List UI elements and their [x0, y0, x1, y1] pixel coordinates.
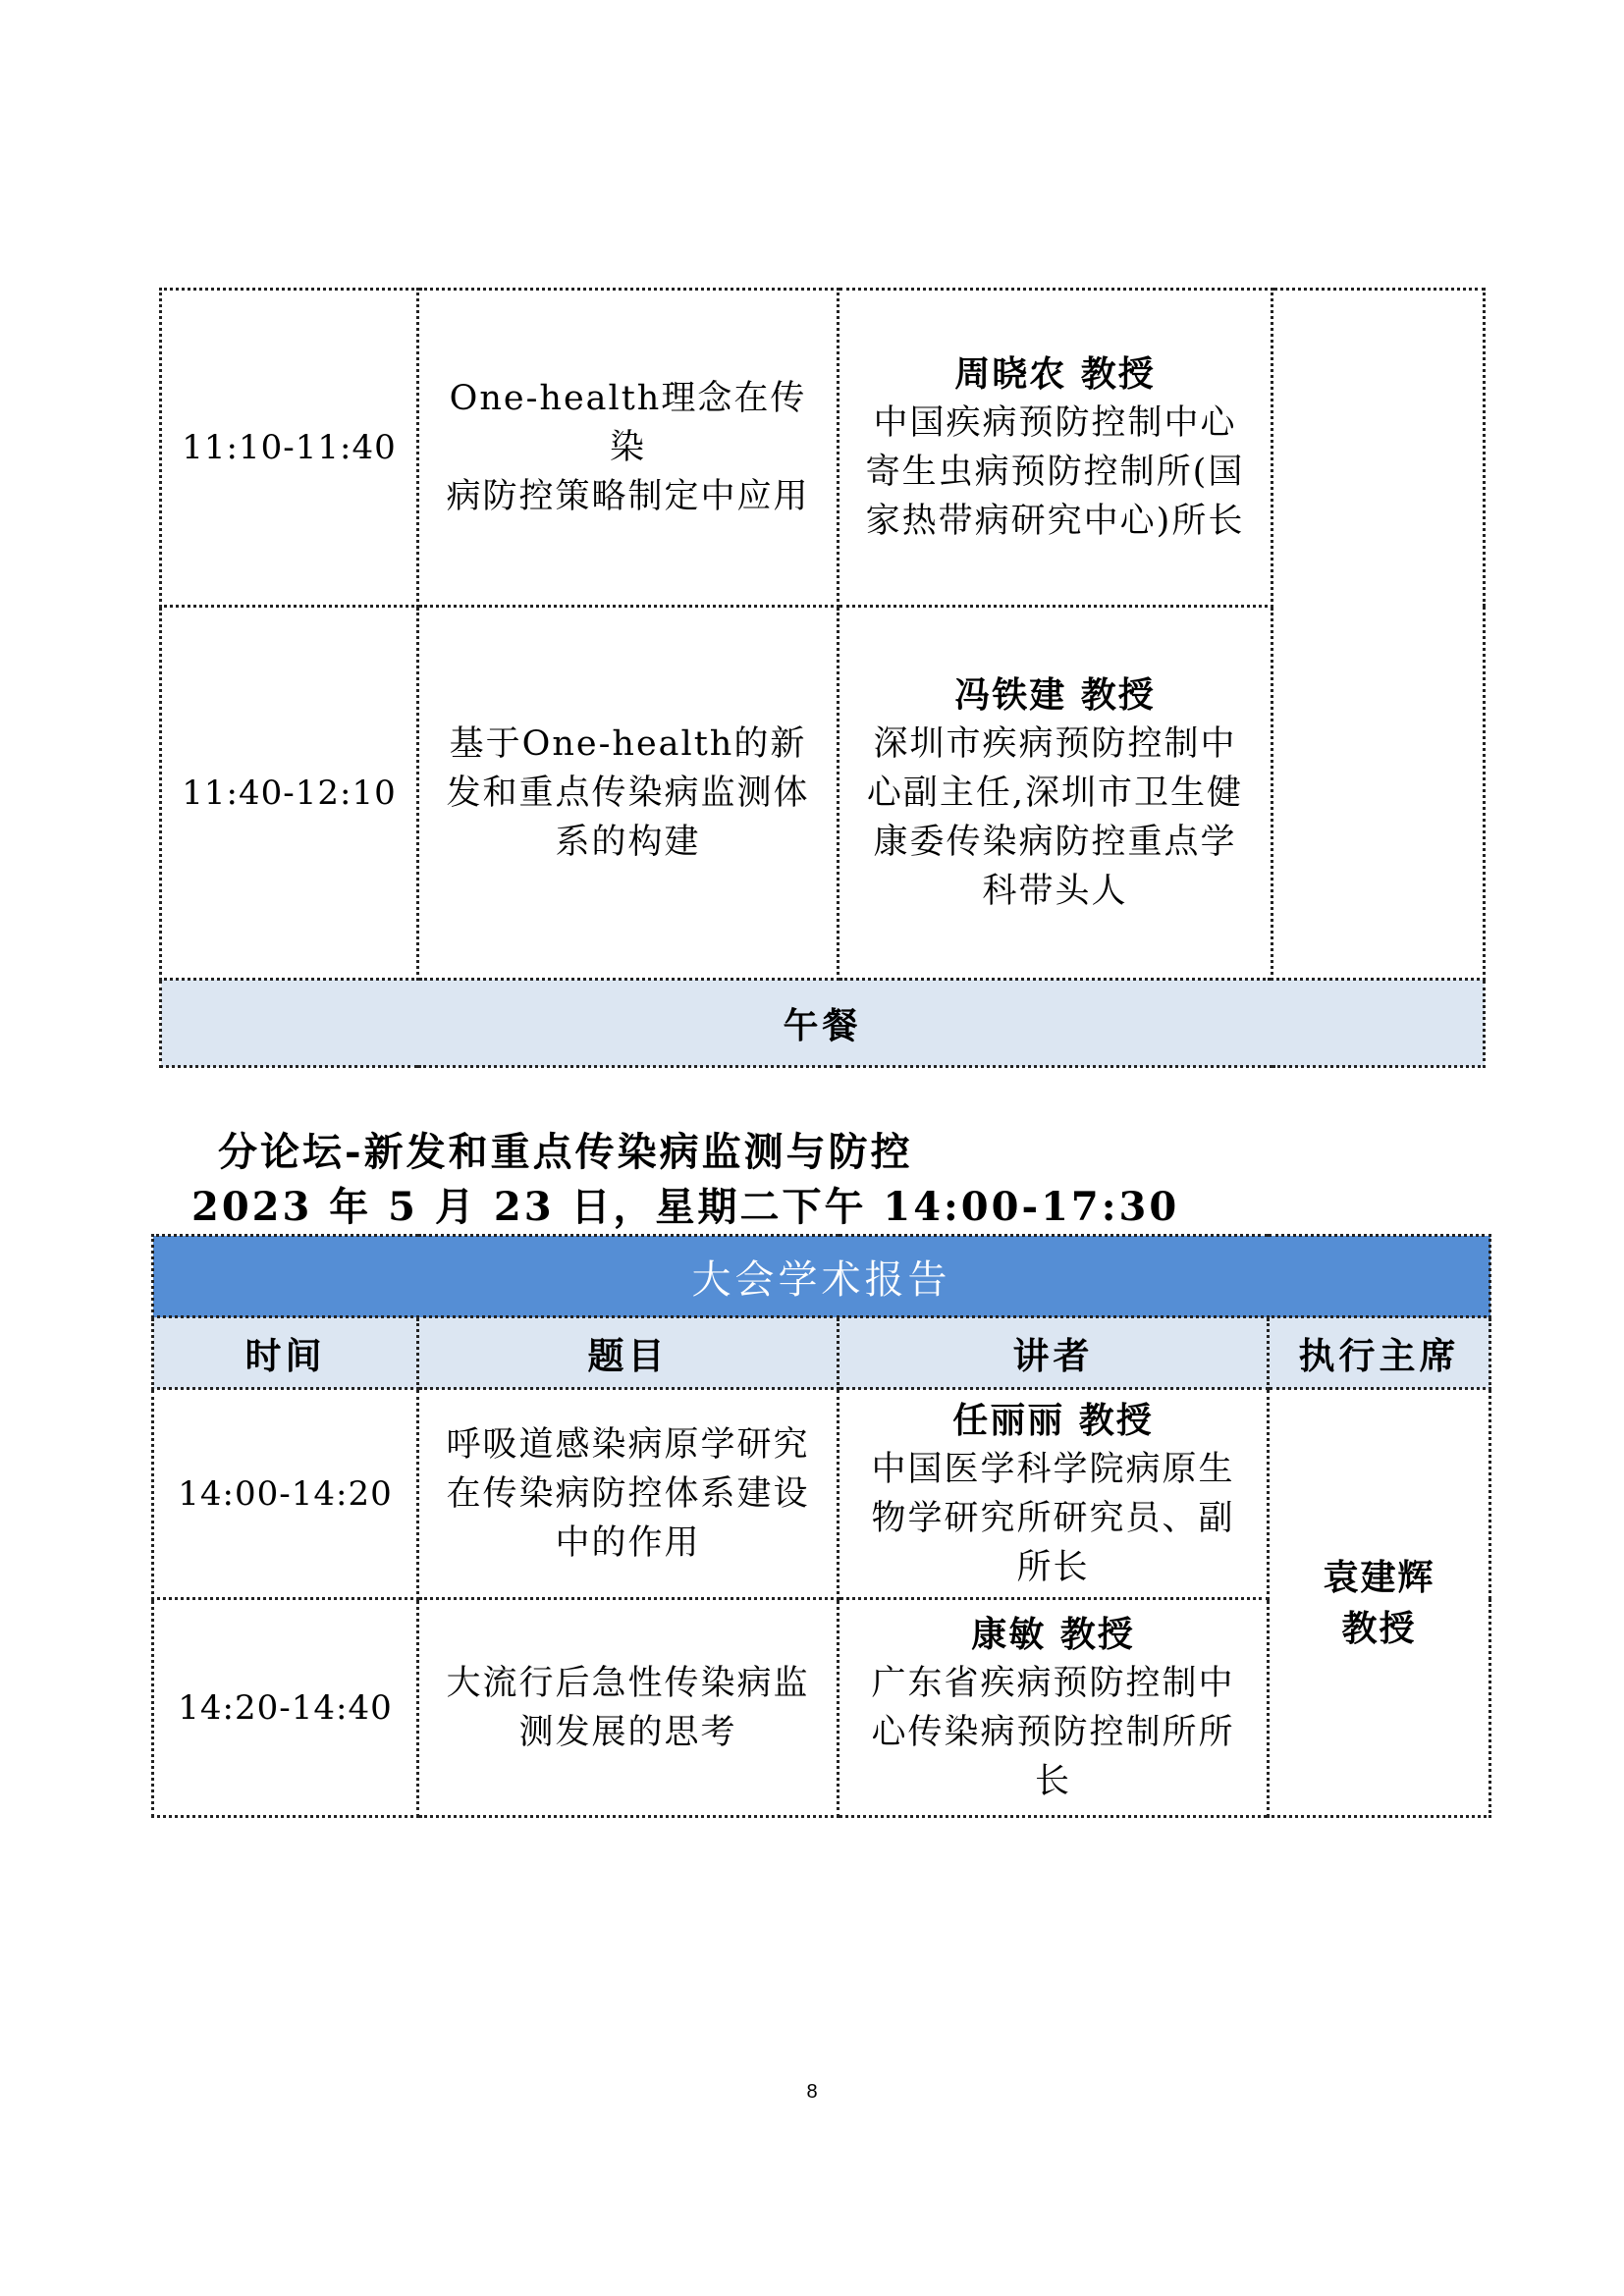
speaker-title-line: 中国医学科学院病原生: [871, 1449, 1235, 1489]
topic-line: 大流行后急性传染病监: [446, 1663, 810, 1703]
chair-name: 袁建辉: [1323, 1556, 1435, 1598]
time-cell: 11:10-11:40: [161, 290, 418, 607]
forum-date: 2023 年 5 月 23 日，星期二下午 14:00-17:30: [191, 1184, 1180, 1230]
topic-cell: [418, 1599, 839, 1817]
lunch-label: 午餐: [161, 980, 1485, 1067]
speaker-title-line: 中国疾病预防控制中心: [873, 403, 1237, 443]
time-cell: 14:20-14:40: [153, 1599, 418, 1817]
forum-title: 分论坛-新发和重点传染病监测与防控: [218, 1129, 913, 1175]
top-schedule-table: [159, 288, 1486, 1068]
topic-cell: [418, 1389, 839, 1599]
speaker-title-line: 科带头人: [982, 871, 1128, 911]
speaker-name: 周晓农 教授: [954, 353, 1156, 395]
time-cell: 11:40-12:10: [161, 607, 418, 980]
speaker-title-line: 长: [1034, 1761, 1071, 1801]
page-number: 8: [806, 2081, 818, 2103]
speaker-name: 任丽丽 教授: [952, 1399, 1154, 1441]
topic-cell: [418, 607, 839, 980]
speaker-title-line: 心副主任,深圳市卫生健: [866, 773, 1244, 813]
speaker-cell: [839, 1599, 1269, 1817]
topic-line: 发和重点传染病监测体: [446, 773, 810, 813]
header-chair: 执行主席: [1269, 1317, 1490, 1389]
topic-line: 测发展的思考: [518, 1712, 737, 1752]
header-row: [153, 1317, 1490, 1389]
table-row: [161, 290, 1485, 607]
table-row: [153, 1389, 1490, 1599]
speaker-title-line: 康委传染病防控重点学: [873, 822, 1237, 862]
speaker-title-line: 广东省疾病预防控制中: [871, 1663, 1235, 1703]
speaker-title-line: 寄生虫病预防控制所(国: [865, 453, 1245, 492]
chair-cell: [1272, 290, 1485, 980]
forum-schedule-table: [151, 1234, 1491, 1818]
header-topic: 题目: [418, 1317, 839, 1389]
topic-cell: [418, 290, 839, 607]
speaker-title-line: 物学研究所研究员、副: [871, 1498, 1235, 1538]
banner-row: [153, 1236, 1490, 1317]
speaker-cell: [839, 607, 1272, 980]
chair-cell: [1269, 1389, 1490, 1817]
speaker-name: 冯铁建 教授: [954, 673, 1156, 716]
topic-line: 呼吸道感染病原学研究: [446, 1424, 810, 1465]
topic-line: 中的作用: [555, 1522, 701, 1563]
topic-line: 基于One-health的新: [449, 723, 807, 764]
chair-title: 教授: [1341, 1607, 1417, 1649]
speaker-title-line: 深圳市疾病预防控制中: [873, 723, 1237, 764]
topic-line: 系的构建: [555, 822, 701, 862]
speaker-cell: [839, 1389, 1269, 1599]
speaker-cell: [839, 290, 1272, 607]
topic-line: 在传染病防控体系建设: [446, 1473, 810, 1514]
topic-line: One-health理念在传染: [449, 379, 807, 467]
topic-line: 病防控策略制定中应用: [446, 477, 810, 516]
speaker-title-line: 所长: [1016, 1547, 1090, 1587]
time-cell: 14:00-14:20: [153, 1389, 418, 1599]
header-speaker: 讲者: [839, 1317, 1269, 1389]
speaker-title-line: 家热带病研究中心)所长: [865, 502, 1245, 541]
academic-report-banner: 大会学术报告: [153, 1236, 1490, 1317]
lunch-row: [161, 980, 1485, 1067]
header-time: 时间: [153, 1317, 418, 1389]
speaker-title-line: 心传染病预防控制所所: [871, 1712, 1235, 1752]
speaker-name: 康敏 教授: [971, 1613, 1135, 1655]
